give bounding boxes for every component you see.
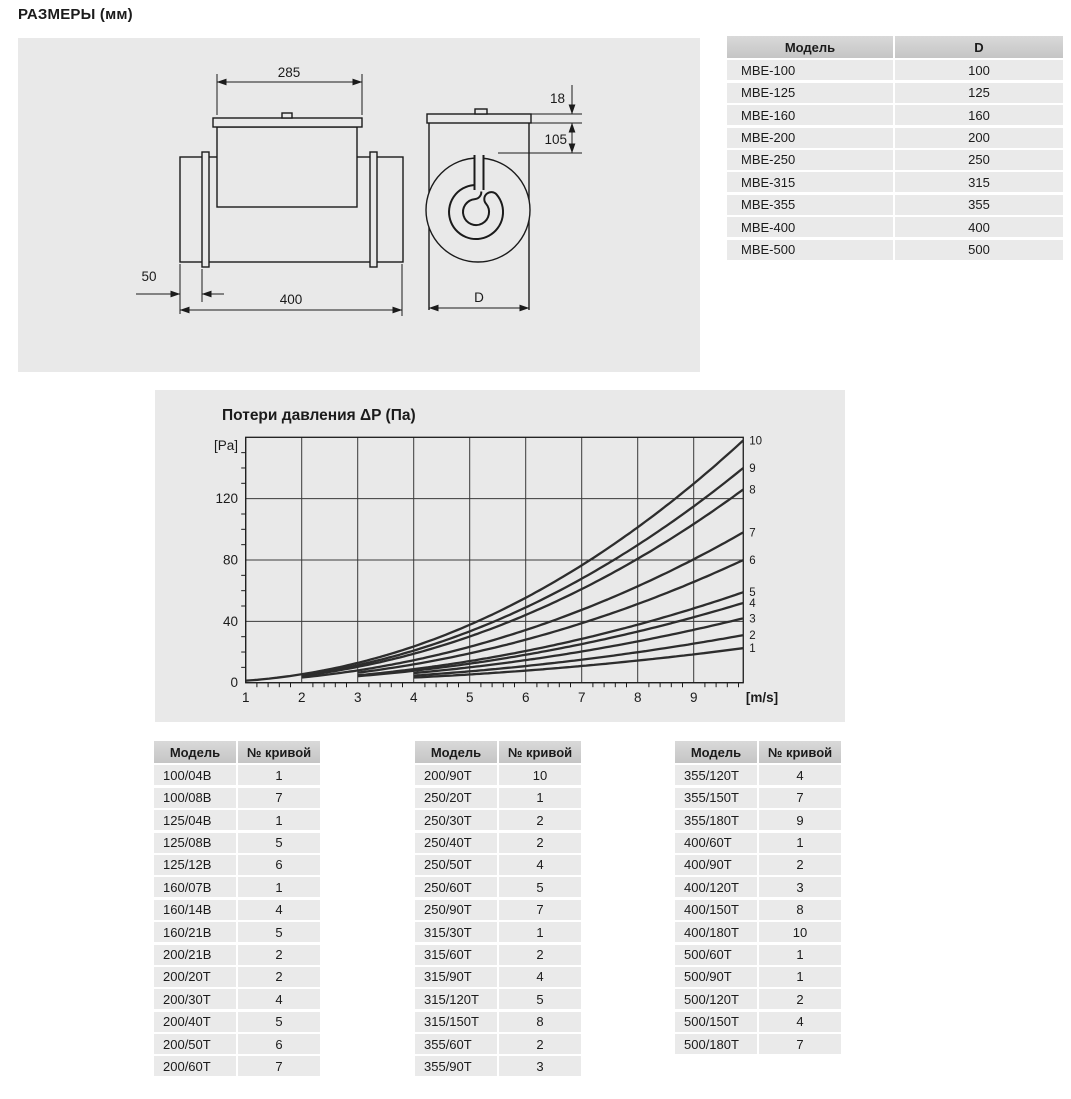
model-cell: 500/60T (675, 945, 757, 965)
x-tick-label: 7 (577, 690, 586, 705)
value-cell: 7 (759, 1034, 841, 1054)
dimension-drawing-panel (18, 38, 700, 372)
value-cell: 100 (895, 60, 1063, 80)
curve-10 (246, 440, 744, 680)
model-cell: MBE-200 (727, 128, 893, 148)
table-row (727, 172, 1063, 192)
value-cell: 5 (499, 989, 581, 1009)
dim-d-label: D (474, 290, 484, 305)
model-cell: MBE-160 (727, 105, 893, 125)
table-row (675, 900, 841, 920)
model-cell: 200/30T (154, 989, 236, 1009)
model-cell: MBE-100 (727, 60, 893, 80)
model-cell: 160/21B (154, 922, 236, 942)
value-cell: 1 (499, 922, 581, 942)
curve-label-10: 10 (749, 435, 763, 448)
table-row (675, 922, 841, 942)
value-cell: 1 (238, 877, 320, 897)
model-cell: 200/90T (415, 765, 497, 785)
table-row (154, 989, 320, 1009)
table-row (675, 810, 841, 830)
value-cell: 1 (759, 967, 841, 987)
x-tick-label: 5 (465, 690, 474, 705)
table-row (154, 967, 320, 987)
column-header-model: Модель (675, 741, 757, 763)
model-cell: 500/90T (675, 967, 757, 987)
front-lid (427, 114, 531, 123)
value-cell: 1 (238, 765, 320, 785)
model-cell: 160/07B (154, 877, 236, 897)
x-tick-label: 2 (297, 690, 306, 705)
table-row (415, 765, 581, 785)
value-cell: 8 (499, 1012, 581, 1032)
dimension-drawing (18, 38, 700, 372)
value-cell: 500 (895, 240, 1063, 260)
value-cell: 7 (238, 1056, 320, 1076)
model-cell: 315/30T (415, 922, 497, 942)
lid-nub (282, 113, 292, 118)
dim-285-label: 285 (277, 65, 301, 80)
column-header-value: № кривой (238, 741, 320, 763)
terminal-box (217, 127, 357, 207)
model-cell: 315/60T (415, 945, 497, 965)
table-row (415, 833, 581, 853)
table-row (154, 810, 320, 830)
table-row (675, 989, 841, 1009)
model-cell: 315/90T (415, 967, 497, 987)
table-row (675, 833, 841, 853)
dim-105-label: 105 (544, 132, 567, 147)
x-tick-label: 8 (633, 690, 642, 705)
table-row (415, 788, 581, 808)
value-cell: 4 (759, 1012, 841, 1032)
table-row (727, 105, 1063, 125)
value-cell: 2 (499, 1034, 581, 1054)
value-cell: 6 (238, 855, 320, 875)
model-cell: 250/90T (415, 900, 497, 920)
table-header-row (727, 36, 1063, 58)
model-cell: 400/90T (675, 855, 757, 875)
table-row (727, 217, 1063, 237)
table-row (727, 195, 1063, 215)
value-cell: 8 (759, 900, 841, 920)
table-row (415, 967, 581, 987)
column-header-model: Модель (727, 36, 893, 58)
model-cell: 125/08B (154, 833, 236, 853)
curve-table-3 (675, 741, 841, 1054)
table-row (675, 967, 841, 987)
model-cell: 355/180T (675, 810, 757, 830)
value-cell: 7 (759, 788, 841, 808)
side-view (180, 113, 403, 267)
table-row (154, 855, 320, 875)
value-cell: 7 (499, 900, 581, 920)
model-cell: 250/60T (415, 877, 497, 897)
model-cell: 250/50T (415, 855, 497, 875)
table-row (675, 945, 841, 965)
model-cell: 125/12B (154, 855, 236, 875)
x-tick-label: 9 (689, 690, 698, 705)
table-row (415, 989, 581, 1009)
model-cell: 400/150T (675, 900, 757, 920)
table-row (415, 877, 581, 897)
value-cell: 4 (499, 967, 581, 987)
table-row (727, 240, 1063, 260)
model-cell: MBE-125 (727, 83, 893, 103)
table-row (154, 1034, 320, 1054)
curve-label-7: 7 (749, 527, 756, 540)
model-cell: 400/180T (675, 922, 757, 942)
y-axis-unit: [Pa] (213, 438, 238, 453)
table-row (154, 833, 320, 853)
curve-table-2 (415, 741, 581, 1076)
value-cell: 2 (499, 945, 581, 965)
table-row (154, 788, 320, 808)
model-cell: 355/60T (415, 1034, 497, 1054)
terminal-box-lid (213, 118, 362, 127)
table-header-row (675, 741, 841, 763)
flange-left (202, 152, 209, 267)
value-cell: 6 (238, 1034, 320, 1054)
value-cell: 2 (499, 810, 581, 830)
column-header-model: Модель (415, 741, 497, 763)
curve-label-5: 5 (749, 587, 756, 600)
x-tick-label: 6 (521, 690, 530, 705)
model-cell: 100/04B (154, 765, 236, 785)
value-cell: 5 (238, 833, 320, 853)
table-row (415, 945, 581, 965)
column-header-value: D (895, 36, 1063, 58)
value-cell: 5 (238, 922, 320, 942)
table-row (415, 900, 581, 920)
value-cell: 2 (238, 945, 320, 965)
table-row (415, 1012, 581, 1032)
table-row (154, 1012, 320, 1032)
model-cell: 200/40T (154, 1012, 236, 1032)
table-row (415, 810, 581, 830)
flange-right (370, 152, 377, 267)
table-row (675, 877, 841, 897)
table-row (675, 765, 841, 785)
table-row (154, 877, 320, 897)
x-tick-label: 4 (409, 690, 418, 705)
model-cell: 125/04B (154, 810, 236, 830)
value-cell: 160 (895, 105, 1063, 125)
value-cell: 1 (759, 833, 841, 853)
value-cell: 125 (895, 83, 1063, 103)
table-row (675, 1012, 841, 1032)
curve-table-1 (154, 741, 320, 1076)
table-row (154, 900, 320, 920)
x-tick-label: 3 (353, 690, 362, 705)
table-row (727, 150, 1063, 170)
table-row (154, 765, 320, 785)
model-cell: 160/14B (154, 900, 236, 920)
model-cell: MBE-500 (727, 240, 893, 260)
value-cell: 4 (238, 989, 320, 1009)
table-row (727, 83, 1063, 103)
table-header-row (415, 741, 581, 763)
y-tick-label: 120 (215, 491, 238, 507)
pressure-loss-chart (155, 390, 845, 722)
value-cell: 4 (499, 855, 581, 875)
table-row (415, 1056, 581, 1076)
front-view (426, 109, 531, 310)
value-cell: 3 (499, 1056, 581, 1076)
table-row (154, 922, 320, 942)
pressure-loss-chart-panel (155, 390, 845, 722)
table-row (727, 128, 1063, 148)
page-title: РАЗМЕРЫ (мм) (18, 6, 133, 23)
table-row (415, 922, 581, 942)
model-cell: 500/120T (675, 989, 757, 1009)
column-header-value: № кривой (499, 741, 581, 763)
model-cell: 400/60T (675, 833, 757, 853)
curve-label-9: 9 (749, 462, 756, 475)
model-cell: MBE-400 (727, 217, 893, 237)
curve-label-2: 2 (749, 630, 756, 643)
curve-label-1: 1 (749, 643, 756, 656)
value-cell: 5 (499, 877, 581, 897)
table-row (675, 1034, 841, 1054)
model-cell: 200/50T (154, 1034, 236, 1054)
front-lid-nub (475, 109, 487, 114)
value-cell: 1 (499, 788, 581, 808)
value-cell: 7 (238, 788, 320, 808)
value-cell: 1 (238, 810, 320, 830)
model-cell: 355/150T (675, 788, 757, 808)
model-cell: 200/60T (154, 1056, 236, 1076)
value-cell: 3 (759, 877, 841, 897)
value-cell: 4 (759, 765, 841, 785)
model-cell: 315/150T (415, 1012, 497, 1032)
value-cell: 355 (895, 195, 1063, 215)
model-cell: 500/150T (675, 1012, 757, 1032)
model-cell: 200/20T (154, 967, 236, 987)
value-cell: 10 (759, 922, 841, 942)
model-cell: 250/20T (415, 788, 497, 808)
model-cell: 200/21B (154, 945, 236, 965)
curve-label-8: 8 (749, 484, 756, 497)
x-axis-unit: [m/s] (745, 690, 779, 705)
value-cell: 9 (759, 810, 841, 830)
value-cell: 250 (895, 150, 1063, 170)
table-row (154, 945, 320, 965)
model-cell: 315/120T (415, 989, 497, 1009)
column-header-model: Модель (154, 741, 236, 763)
model-diameter-table (727, 36, 1063, 260)
value-cell: 2 (238, 967, 320, 987)
dim-400-label: 400 (279, 292, 303, 307)
table-row (675, 788, 841, 808)
dim-50-label: 50 (141, 269, 157, 284)
model-cell: MBE-250 (727, 150, 893, 170)
table-row (727, 60, 1063, 80)
table-row (415, 1034, 581, 1054)
model-cell: 100/08B (154, 788, 236, 808)
y-tick-label: 0 (230, 675, 238, 691)
model-cell: 355/120T (675, 765, 757, 785)
y-tick-label: 80 (222, 552, 238, 568)
value-cell: 2 (499, 833, 581, 853)
model-cell: MBE-355 (727, 195, 893, 215)
dim-18-label: 18 (549, 91, 565, 106)
value-cell: 2 (759, 989, 841, 1009)
value-cell: 400 (895, 217, 1063, 237)
value-cell: 1 (759, 945, 841, 965)
table-row (415, 855, 581, 875)
curve-label-4: 4 (749, 597, 756, 610)
y-tick-label: 40 (222, 613, 238, 629)
curve-label-6: 6 (749, 555, 756, 567)
value-cell: 200 (895, 128, 1063, 148)
model-cell: 250/30T (415, 810, 497, 830)
model-cell: 400/120T (675, 877, 757, 897)
model-cell: 355/90T (415, 1056, 497, 1076)
table-row (154, 1056, 320, 1076)
model-cell: 250/40T (415, 833, 497, 853)
table-row (675, 855, 841, 875)
value-cell: 2 (759, 855, 841, 875)
chart-title: Потери давления ΔP (Па) (222, 407, 416, 424)
value-cell: 4 (238, 900, 320, 920)
x-tick-label: 1 (241, 690, 250, 705)
value-cell: 10 (499, 765, 581, 785)
model-cell: MBE-315 (727, 172, 893, 192)
value-cell: 315 (895, 172, 1063, 192)
table-header-row (154, 741, 320, 763)
curve-label-3: 3 (749, 613, 756, 626)
model-cell: 500/180T (675, 1034, 757, 1054)
column-header-value: № кривой (759, 741, 841, 763)
value-cell: 5 (238, 1012, 320, 1032)
